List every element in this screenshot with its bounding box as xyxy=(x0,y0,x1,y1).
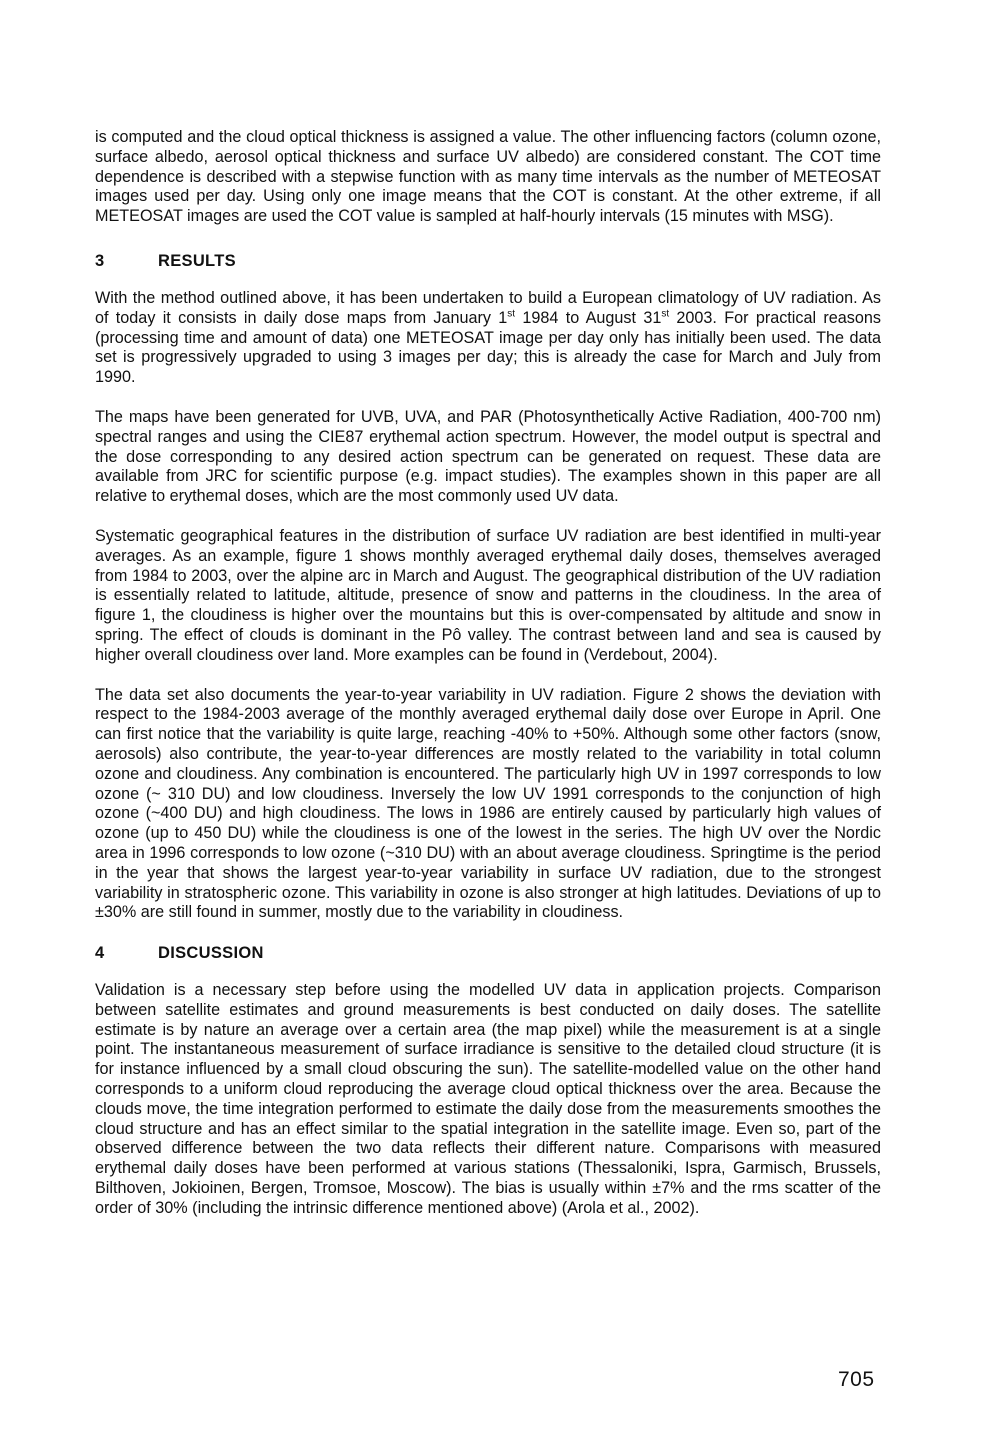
page-number: 705 xyxy=(838,1368,875,1391)
results-p1-part-a: With the method outlined above, it has been undertaken to build a European climatology of UV radiation. As of today it consists in daily dose maps from January 1 xyxy=(95,288,881,327)
section-4-heading xyxy=(95,943,881,963)
results-p1-superscript-2: st xyxy=(661,308,670,320)
section-3-heading xyxy=(95,251,881,271)
section-4-number: 4 xyxy=(95,944,105,963)
results-p1-superscript-1: st xyxy=(507,308,516,320)
section-3-number: 3 xyxy=(95,251,105,270)
discussion-paragraph-1: Validation is a necessary step before using the modelled UV data in application projects. Comparison between satellite estimates and ground measurements is best conducted on daily doses. The satellite estimate is by nature an average over a certain area (the map pixel) while the measurement is at a single point. The instantaneous measurement of surface irradiance is sensitive to the detailed cloud structure (it is for instance influenced by a small cloud obscuring the sun). The satellite-modelled value on the other hand corresponds to a uniform cloud reproducing the average cloud optical thickness over the area. Because the clouds move, the time integration performed to estimate the daily dose from the measurements smoothes the cloud structure and has an effect similar to the spatial integration in the satellite image. Even so, part of the observed difference between the two data reflects their different nature. Comparisons with measured erythemal daily doses have been performed at various stations (Thessaloniki, Ispra, Garmisch, Brussels, Bilthoven, Jokioinen, Bergen, Tromsoe, Moscow). The bias is usually within ±7% and the rms scatter of the order of 30% (including the intrinsic difference mentioned above) (Arola et al., 2002). xyxy=(95,981,881,1217)
results-paragraph-1 xyxy=(95,289,881,388)
text-column xyxy=(95,128,881,1239)
results-paragraph-2: The maps have been generated for UVB, UVA, and PAR (Photosynthetically Active Radiation, 400-700 nm) spectral ranges and using the CIE87 erythemal action spectrum. However, the model output is spectral and the dose corresponding to any desired action spectrum can be generated on request. These data are available from JRC for scientific purpose (e.g. impact studies). The examples shown in this paper are all relative to erythemal doses, which are the most commonly used UV data. xyxy=(95,407,881,506)
results-paragraph-3: Systematic geographical features in the distribution of surface UV radiation are best identified in multi-year averages. As an example, figure 1 shows monthly averaged erythemal daily doses, themselves averaged from 1984 to 2003, over the alpine arc in March and August. The geographical distribution of the UV radiation is essentially related to latitude, altitude, presence of snow and patterns in the cloudiness. In the area of figure 1, the cloudiness is higher over the mountains but this is over-compensated by altitude and snow in spring. The effect of clouds is dominant in the Pô valley. The contrast between land and sea is caused by higher overall cloudiness over land. More examples can be found in (Verdebout, 2004). xyxy=(95,526,881,664)
section-3-title: RESULTS xyxy=(158,251,236,270)
intro-paragraph: is computed and the cloud optical thickness is assigned a value. The other influencing factors (column ozone, surface albedo, aerosol optical thickness and surface UV albedo) are considered constant. The COT time dependence is described with a stepwise function with as many time intervals as the number of METEOSAT images used per day. Using only one image means that the COT is constant. At the other extreme, if all METEOSAT images are used the COT value is sampled at half-hourly intervals (15 minutes with MSG). xyxy=(95,128,881,226)
results-p1-part-b: 1984 to August 31 xyxy=(515,308,662,327)
results-paragraph-4: The data set also documents the year-to-year variability in UV radiation. Figure 2 shows the deviation with respect to the 1984-2003 average of the monthly averaged erythemal daily dose over Europe in April. One can first notice that the variability is quite large, reaching -40% to +50%. Although some other factors (snow, aerosols) also contribute, the year-to-year differences are mostly related to the variability in total column ozone and cloudiness. Any combination is encountered. The particularly high UV in 1997 corresponds to low ozone (~ 310 DU) and low cloudiness. Inversely the low UV 1991 corresponds to the conjunction of high ozone (~400 DU) and high cloudiness. The lows in 1986 are entirely caused by particularly high values of ozone (up to 450 DU) while the cloudiness is one of the lowest in the series. The high UV over the Nordic area in 1996 corresponds to low ozone (~310 DU) with an about average cloudiness. Springtime is the period in the year that shows the largest year-to-year variability in surface UV radiation, due to the strongest variability in stratospheric ozone. This variability in ozone is also stronger at high latitudes. Deviations of up to ±30% are still found in summer, mostly due to the variability in cloudiness. xyxy=(95,685,881,922)
section-4-title: DISCUSSION xyxy=(158,944,264,963)
results-p1-part-c: 2003. For practical reasons (processing time and amount of data) one METEOSAT image per day only has initially been used. The data set is progressively upgraded to using 3 images per day; this is already the case for March and July from 1990. xyxy=(95,308,881,387)
